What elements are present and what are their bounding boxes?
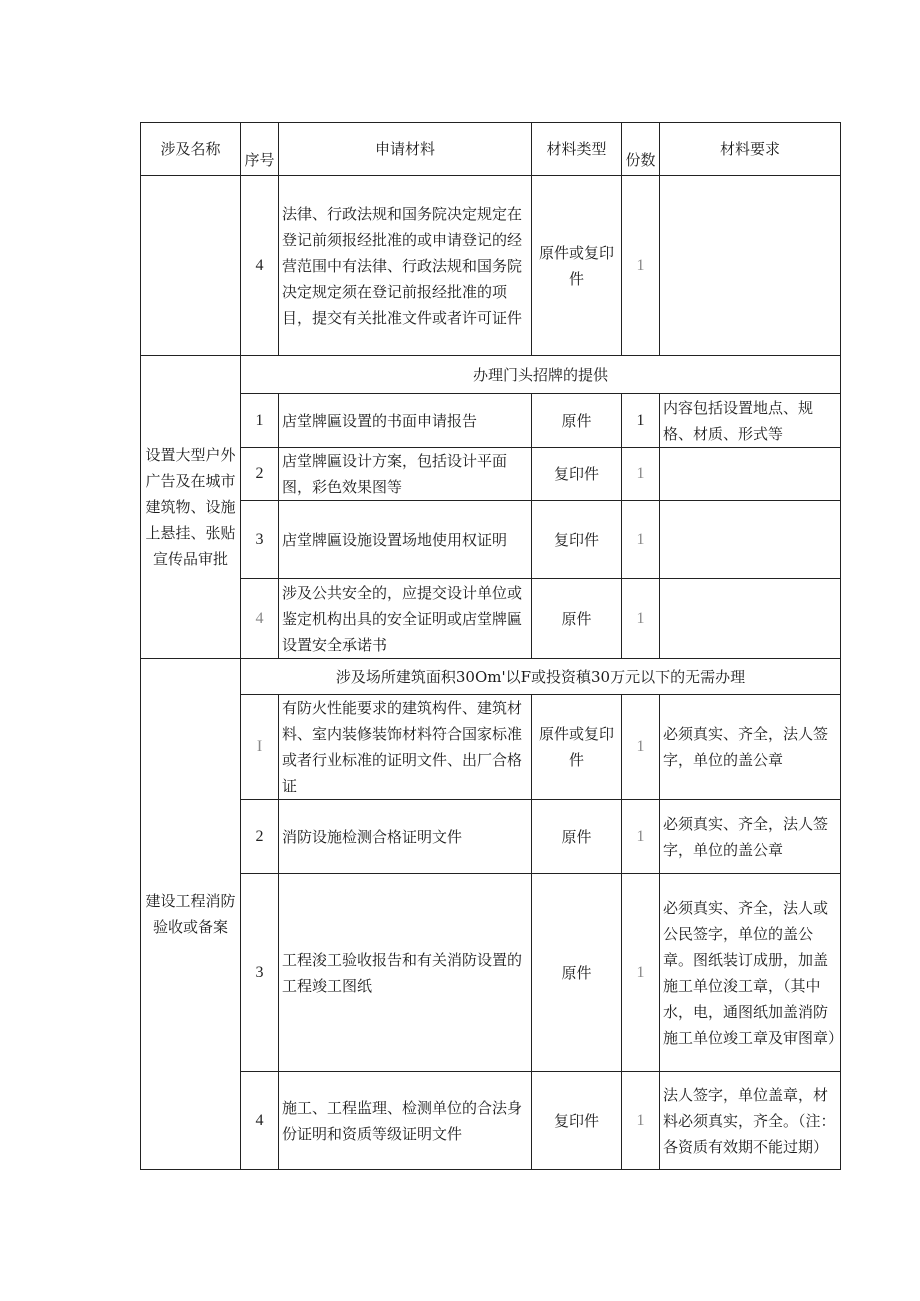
seq-cell: 2 [241, 448, 279, 501]
seq-cell: I [241, 695, 279, 800]
requirement-cell: 必须真实、齐全，法人或公民签字，单位的盖公章。图纸装订成册，加盖施工单位浚工章，（其中水，电，通图纸加盖消防施工单位竣工章及审图章） [660, 874, 841, 1072]
header-requirement: 材料要求 [660, 123, 841, 176]
copies-cell: 1 [622, 501, 660, 579]
header-category: 涉及名称 [141, 123, 241, 176]
seq-cell: 2 [241, 800, 279, 874]
copies-cell: 1 [622, 579, 660, 659]
seq-cell: 3 [241, 874, 279, 1072]
material-cell: 法律、行政法规和国务院决定规定在登记前须报经批准的或申请登记的经营范围中有法律、行政法规和国务院决定规定须在登记前报经批准的项目，提交有关批准文件或者许可证件 [279, 176, 532, 356]
table-row [141, 695, 841, 800]
header-seq: 序号 [241, 123, 279, 176]
material-cell: 店堂牌匾设置的书面申请报告 [279, 394, 532, 448]
table-row [141, 448, 841, 501]
table-row [141, 394, 841, 448]
type-cell: 原件或复印件 [532, 695, 622, 800]
materials-table [140, 122, 844, 1170]
section-note: 办理门头招牌的提供 [241, 356, 841, 394]
table-row [141, 356, 841, 394]
table-row [141, 1072, 841, 1170]
category-cell-empty [141, 176, 241, 356]
requirement-cell [660, 579, 841, 659]
type-cell: 原件 [532, 579, 622, 659]
type-cell: 复印件 [532, 501, 622, 579]
material-cell: 店堂牌匾设计方案，包括设计平面图，彩色效果图等 [279, 448, 532, 501]
material-cell: 工程浚工验收报告和有关消防设置的工程竣工图纸 [279, 874, 532, 1072]
copies-cell: 1 [622, 874, 660, 1072]
copies-cell: 1 [622, 448, 660, 501]
copies-cell: 1 [622, 176, 660, 356]
requirement-cell [660, 448, 841, 501]
copies-cell: 1 [622, 800, 660, 874]
seq-cell: 1 [241, 394, 279, 448]
header-row [141, 123, 841, 176]
material-cell: 施工、工程监理、检测单位的合法身份证明和资质等级证明文件 [279, 1072, 532, 1170]
seq-cell: 4 [241, 579, 279, 659]
material-cell: 涉及公共安全的，应提交设计单位或鉴定机构出具的安全证明或店堂牌匾设置安全承诺书 [279, 579, 532, 659]
table-row [141, 501, 841, 579]
type-cell: 原件 [532, 394, 622, 448]
header-material: 申请材料 [279, 123, 532, 176]
copies-cell: 1 [622, 1072, 660, 1170]
material-cell: 有防火性能要求的建筑构件、建筑材料、室内装修装饰材料符合国家标准或者行业标准的证明文件、出厂合格证 [279, 695, 532, 800]
requirement-cell [660, 176, 841, 356]
requirement-cell: 必须真实、齐全，法人签字，单位的盖公章 [660, 800, 841, 874]
category-cell: 设置大型户外广告及在城市建筑物、设施上悬挂、张贴宣传品审批 [141, 356, 241, 659]
requirement-cell: 必须真实、齐全，法人签字，单位的盖公章 [660, 695, 841, 800]
type-cell: 复印件 [532, 448, 622, 501]
type-cell: 原件 [532, 874, 622, 1072]
table-row [141, 579, 841, 659]
table-row [141, 874, 841, 1072]
table-row [141, 800, 841, 874]
requirement-cell: 法人签字，单位盖章，材料必须真实，齐全。（注：各资质有效期不能过期） [660, 1072, 841, 1170]
requirement-cell: 内容包括设置地点、规格、材质、形式等 [660, 394, 841, 448]
requirement-cell [660, 501, 841, 579]
type-cell: 原件或复印件 [532, 176, 622, 356]
section-note: 涉及场所建筑面积30Om'以F或投资稹30万元以下的无需办理 [241, 659, 841, 695]
seq-cell: 3 [241, 501, 279, 579]
seq-cell: 4 [241, 176, 279, 356]
material-cell: 店堂牌匾设施设置场地使用权证明 [279, 501, 532, 579]
table-row [141, 176, 841, 356]
header-type: 材料类型 [532, 123, 622, 176]
header-copies: 份数 [622, 123, 660, 176]
copies-cell: 1 [622, 695, 660, 800]
material-cell: 消防设施检测合格证明文件 [279, 800, 532, 874]
seq-cell: 4 [241, 1072, 279, 1170]
category-cell: 建设工程消防验收或备案 [141, 659, 241, 1170]
type-cell: 原件 [532, 800, 622, 874]
type-cell: 复印件 [532, 1072, 622, 1170]
copies-cell: 1 [622, 394, 660, 448]
table-row [141, 659, 841, 695]
